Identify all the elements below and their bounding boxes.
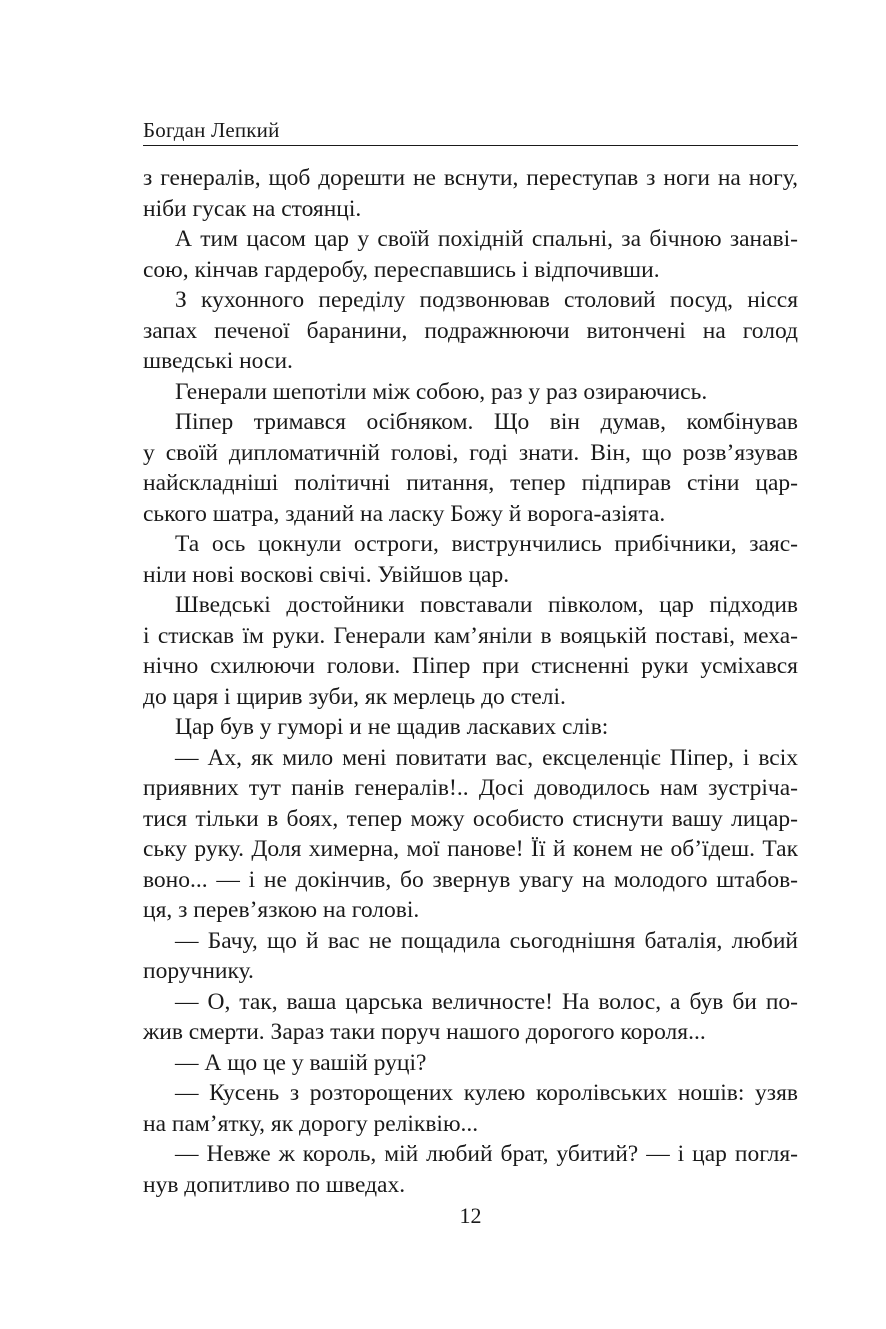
page-number: 12 (459, 1203, 482, 1228)
text-line: найскладніші політичні питання, тепер підпирав стіни цар- (143, 470, 798, 496)
text-line: — Невже ж король, мій любий брат, убитий? — і цар погля- (175, 1141, 798, 1167)
text-line: ця, з перев’язкою на голові. (143, 897, 420, 923)
text-line: ніли нові воскові свічі. Увійшов цар. (143, 561, 510, 588)
text-line: Піпер тримався осібняком. Що він думав, комбінував (175, 409, 798, 435)
text-line: поручнику. (143, 958, 254, 984)
text-line: з генералів, щоб дорешти не вснути, переступав з ноги на ногу, (143, 165, 798, 191)
text-line: З кухонного переділу подзвонював столовий посуд, нісся (175, 287, 798, 313)
text-line: — Кусень з розторощених кулею королівських ношів: узяв (175, 1080, 798, 1106)
running-header-author: Богдан Лепкий (143, 118, 280, 142)
text-line: у своїй дипломатичній голові, годі знати. Він, що розв’язував (143, 439, 798, 466)
text-line: тися тільки в боях, тепер можу особисто стиснути вашу лицар- (143, 805, 798, 832)
text-line: запах печеної баранини, подражнюючи витончені на голод (143, 317, 798, 344)
text-line: Генерали шепотіли між собою, раз у раз озираючись. (175, 378, 708, 405)
text-line: — А що це у вашій руці? (175, 1049, 427, 1076)
text-line: на пам’ятку, як дорогу реліквію... (143, 1110, 479, 1137)
text-line: ніби гусак на стоянці. (143, 195, 362, 222)
text-line: і стискав їм руки. Генерали кам’яніли в вояцькій поставі, меха- (143, 622, 798, 649)
body-text (143, 163, 798, 1200)
text-line: Цар був у гуморі и не щадив ласкавих слів: (175, 714, 609, 740)
text-line: Та ось цокнули остроги, виструнчились прибічники, заяс- (175, 531, 798, 557)
text-line: — Ах, як мило мені повитати вас, ексцеленціє Піпер, і всіх (175, 744, 798, 771)
text-line: воно... — і не докінчив, бо звернув увагу на молодого штабов- (143, 866, 798, 893)
text-line: нічно схилюючи голови. Піпер при стисненні руки усміхався (143, 653, 798, 679)
text-line: сою, кінчав гардеробу, переспавшись і відпочивши. (143, 256, 660, 283)
text-line: нув допитливо по шведах. (143, 1171, 406, 1198)
text-line: Шведські достойники повставали півколом, цар підходив (175, 592, 798, 618)
text-line: шведські носи. (143, 348, 293, 374)
text-line: приявних тут панів генералів!.. Досі доводилось нам зустріча- (143, 775, 798, 801)
text-line: до царя і щирив зуби, як мерлець до стелі. (143, 683, 566, 710)
text-line: жив смерти. Зараз таки поруч нашого дорогого короля... (143, 1019, 706, 1045)
text-line: ську руку. Доля химерна, мої панове! Її й конем не об’їдеш. Так (143, 836, 798, 862)
text-line: А тим цасом цар у своїй похідній спальні, за бічною занаві- (175, 226, 798, 252)
text-line: — О, так, ваша царська величносте! На волос, а був би по- (175, 988, 798, 1015)
text-line: ського шатра, зданий на ласку Божу й ворога-азіята. (143, 500, 666, 527)
text-line: — Бачу, що й вас не пощадила сьогоднішня баталія, любий (175, 927, 798, 954)
header-rule (143, 145, 798, 146)
